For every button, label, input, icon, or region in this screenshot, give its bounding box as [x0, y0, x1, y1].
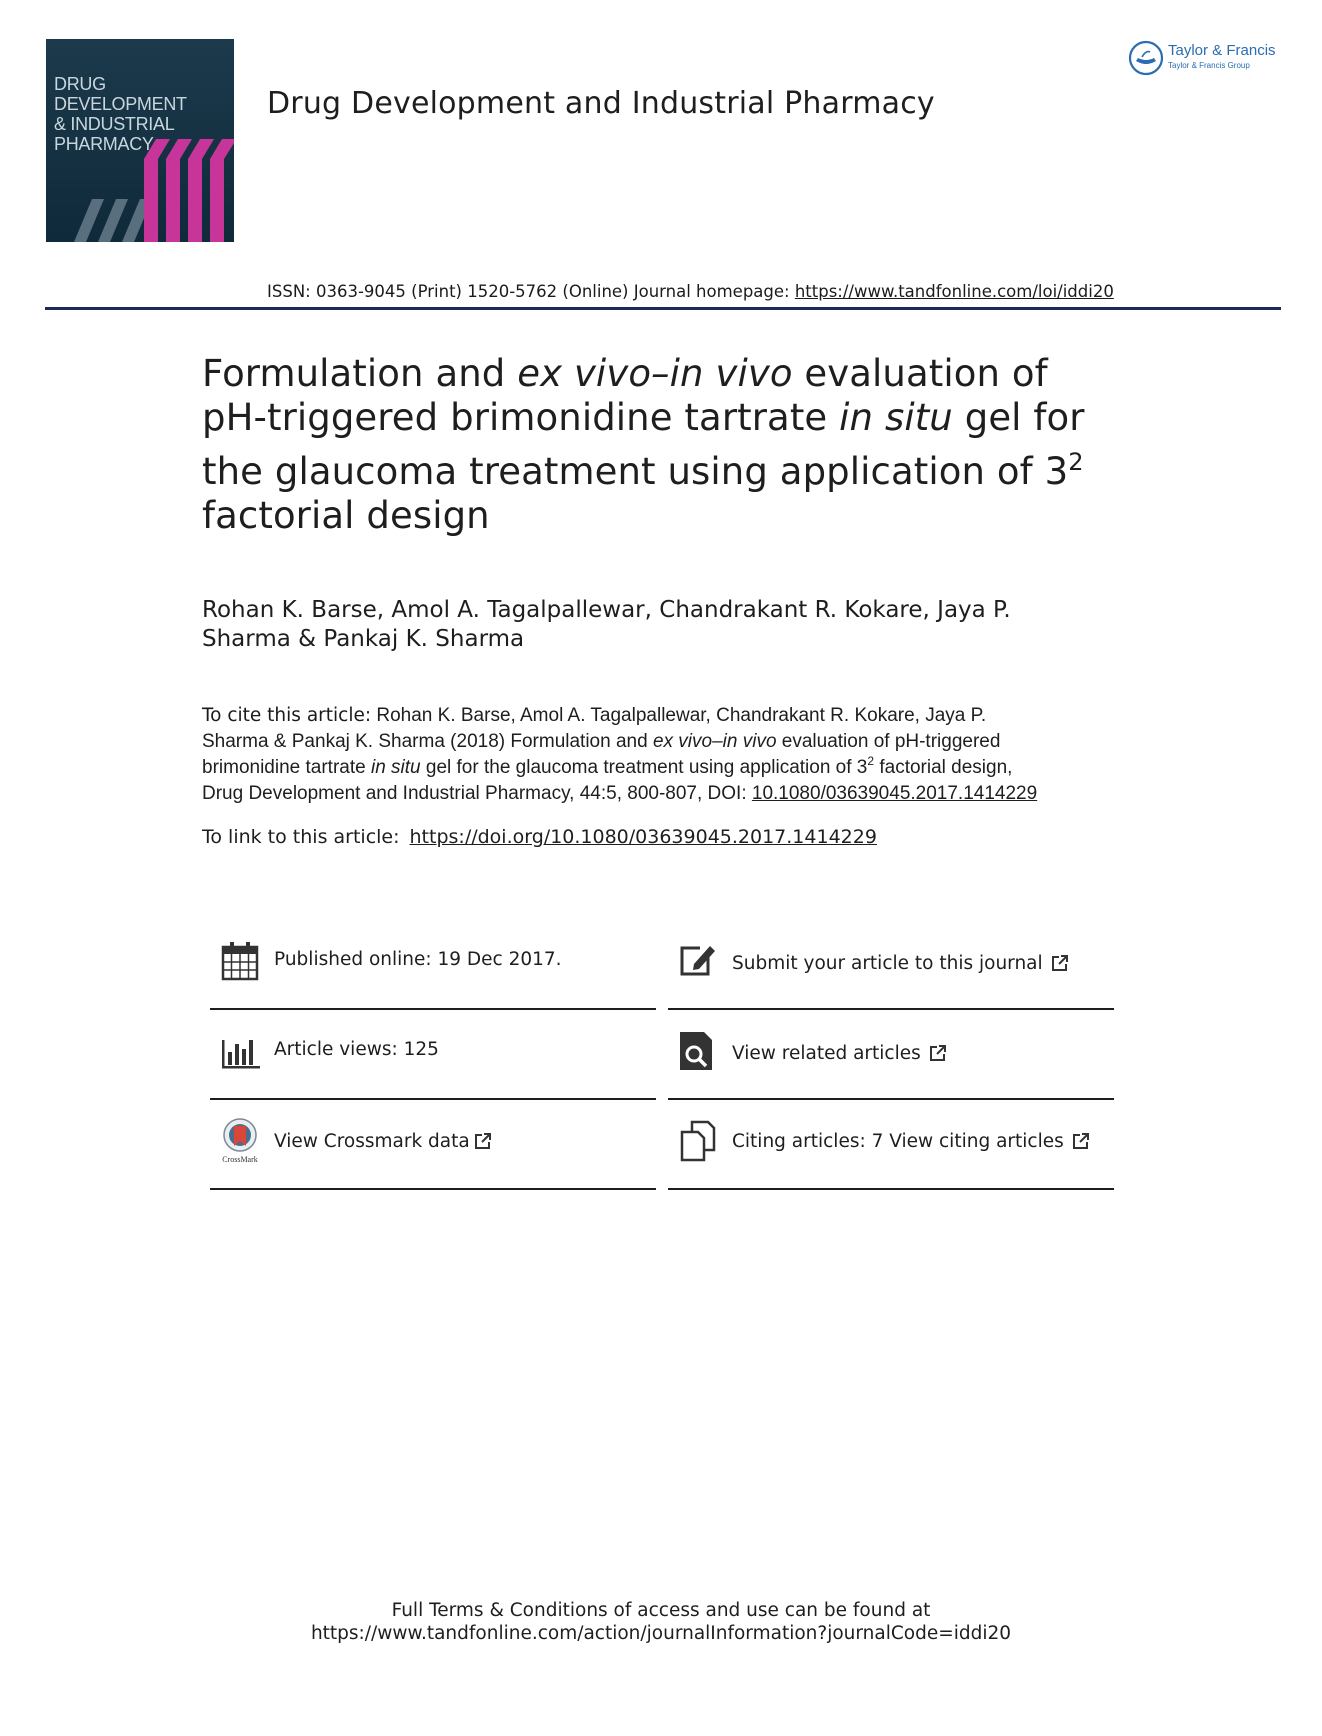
- journal-cover-image: [46, 39, 234, 242]
- cell-divider: [668, 1008, 1114, 1010]
- crossmark-link[interactable]: View Crossmark data: [274, 1130, 470, 1152]
- article-authors: Rohan K. Barse, Amol A. Tagalpallewar, Chandrakant R. Kokare, Jaya P. Sharma & Pankaj K. Sharma: [202, 597, 1011, 652]
- calendar-icon: [220, 940, 260, 982]
- article-link-label: To link to this article:: [202, 826, 400, 848]
- issn-line: [267, 282, 1114, 301]
- article-title: [202, 352, 1102, 538]
- external-link-icon: [1051, 954, 1069, 972]
- article-views-cell: [210, 1012, 656, 1100]
- cover-title: DRUG DEVELOPMENT & INDUSTRIAL PHARMACY: [54, 74, 187, 154]
- title-line-1: Formulation and ex vivo–in vivo evaluation of: [202, 352, 1048, 395]
- header-divider: [45, 307, 1281, 310]
- citation-block: To cite this article: Rohan K. Barse, Amol A. Tagalpallewar, Chandrakant R. Kokare, Jaya P. Sharma & Pankaj K. Sharma (2018) Formulation and ex vivo–in vivo evaluation of pH-triggered brimonidine tartrate in situ gel for the glaucoma treatment using application of $3^2$ factorial design, Drug Development and Industrial Pharmacy, 44:5, 800-807, DOI: 10.1080/03639045.2017.1414229: [202, 705, 1038, 804]
- publisher-lamp-icon: [1128, 40, 1164, 76]
- bar-chart-icon: [220, 1030, 260, 1072]
- publisher-group: Taylor & Francis Group: [1168, 61, 1250, 70]
- crossmark-logo-text: CrossMark: [222, 1155, 258, 1164]
- crossmark-icon: [220, 1118, 260, 1152]
- cell-divider: [210, 1008, 656, 1010]
- title-line-2: pH-triggered brimonidine tartrate in situ gel for: [202, 396, 1085, 439]
- published-online-text: Published online: 19 Dec 2017.: [274, 948, 562, 970]
- cell-divider: [210, 1098, 656, 1100]
- search-document-icon: [678, 1030, 718, 1072]
- journal-homepage-link[interactable]: https://www.tandfonline.com/loi/iddi20: [794, 282, 1114, 301]
- title-line-4: factorial design: [202, 494, 490, 537]
- terms-url[interactable]: https://www.tandfonline.com/action/journalInformation?journalCode=iddi20: [310, 1623, 1012, 1644]
- published-online-cell: [210, 922, 656, 1010]
- citing-articles-link[interactable]: Citing articles: 7 View citing articles: [732, 1130, 1064, 1152]
- terms-text: Full Terms & Conditions of access and use can be found at: [391, 1600, 931, 1621]
- related-articles-link[interactable]: View related articles: [732, 1042, 921, 1064]
- external-link-icon: [929, 1044, 947, 1062]
- journal-title: Drug Development and Industrial Pharmacy: [267, 86, 935, 121]
- external-link-icon: [474, 1132, 492, 1150]
- copy-documents-icon: [678, 1120, 718, 1162]
- article-doi-url[interactable]: https://doi.org/10.1080/03639045.2017.1414229: [409, 826, 877, 848]
- crossmark-cell[interactable]: [210, 1102, 656, 1190]
- cell-divider: [210, 1188, 656, 1190]
- issn-text: ISSN: 0363-9045 (Print) 1520-5762 (Online) Journal homepage:: [267, 282, 795, 301]
- related-articles-cell[interactable]: [668, 1012, 1114, 1100]
- publisher-name: Taylor & Francis: [1168, 42, 1276, 59]
- terms-footer: [0, 1599, 1322, 1645]
- citation-label: To cite this article:: [202, 705, 372, 726]
- cell-divider: [668, 1188, 1114, 1190]
- title-line-3: the glaucoma treatment using application of $3^2$: [202, 448, 1084, 493]
- submit-article-link[interactable]: Submit your article to this journal: [732, 952, 1043, 974]
- citing-articles-cell[interactable]: [668, 1102, 1114, 1190]
- cell-divider: [668, 1098, 1114, 1100]
- publisher-logo[interactable]: [1128, 40, 1288, 80]
- submit-article-cell[interactable]: [668, 922, 1114, 1010]
- crossmark-logo: [220, 1118, 260, 1164]
- edit-icon: [678, 940, 718, 982]
- citation-doi-link[interactable]: 10.1080/03639045.2017.1414229: [751, 783, 1038, 804]
- article-views-text: Article views: 125: [274, 1038, 439, 1060]
- article-link-line: [202, 826, 877, 848]
- external-link-icon: [1072, 1132, 1090, 1150]
